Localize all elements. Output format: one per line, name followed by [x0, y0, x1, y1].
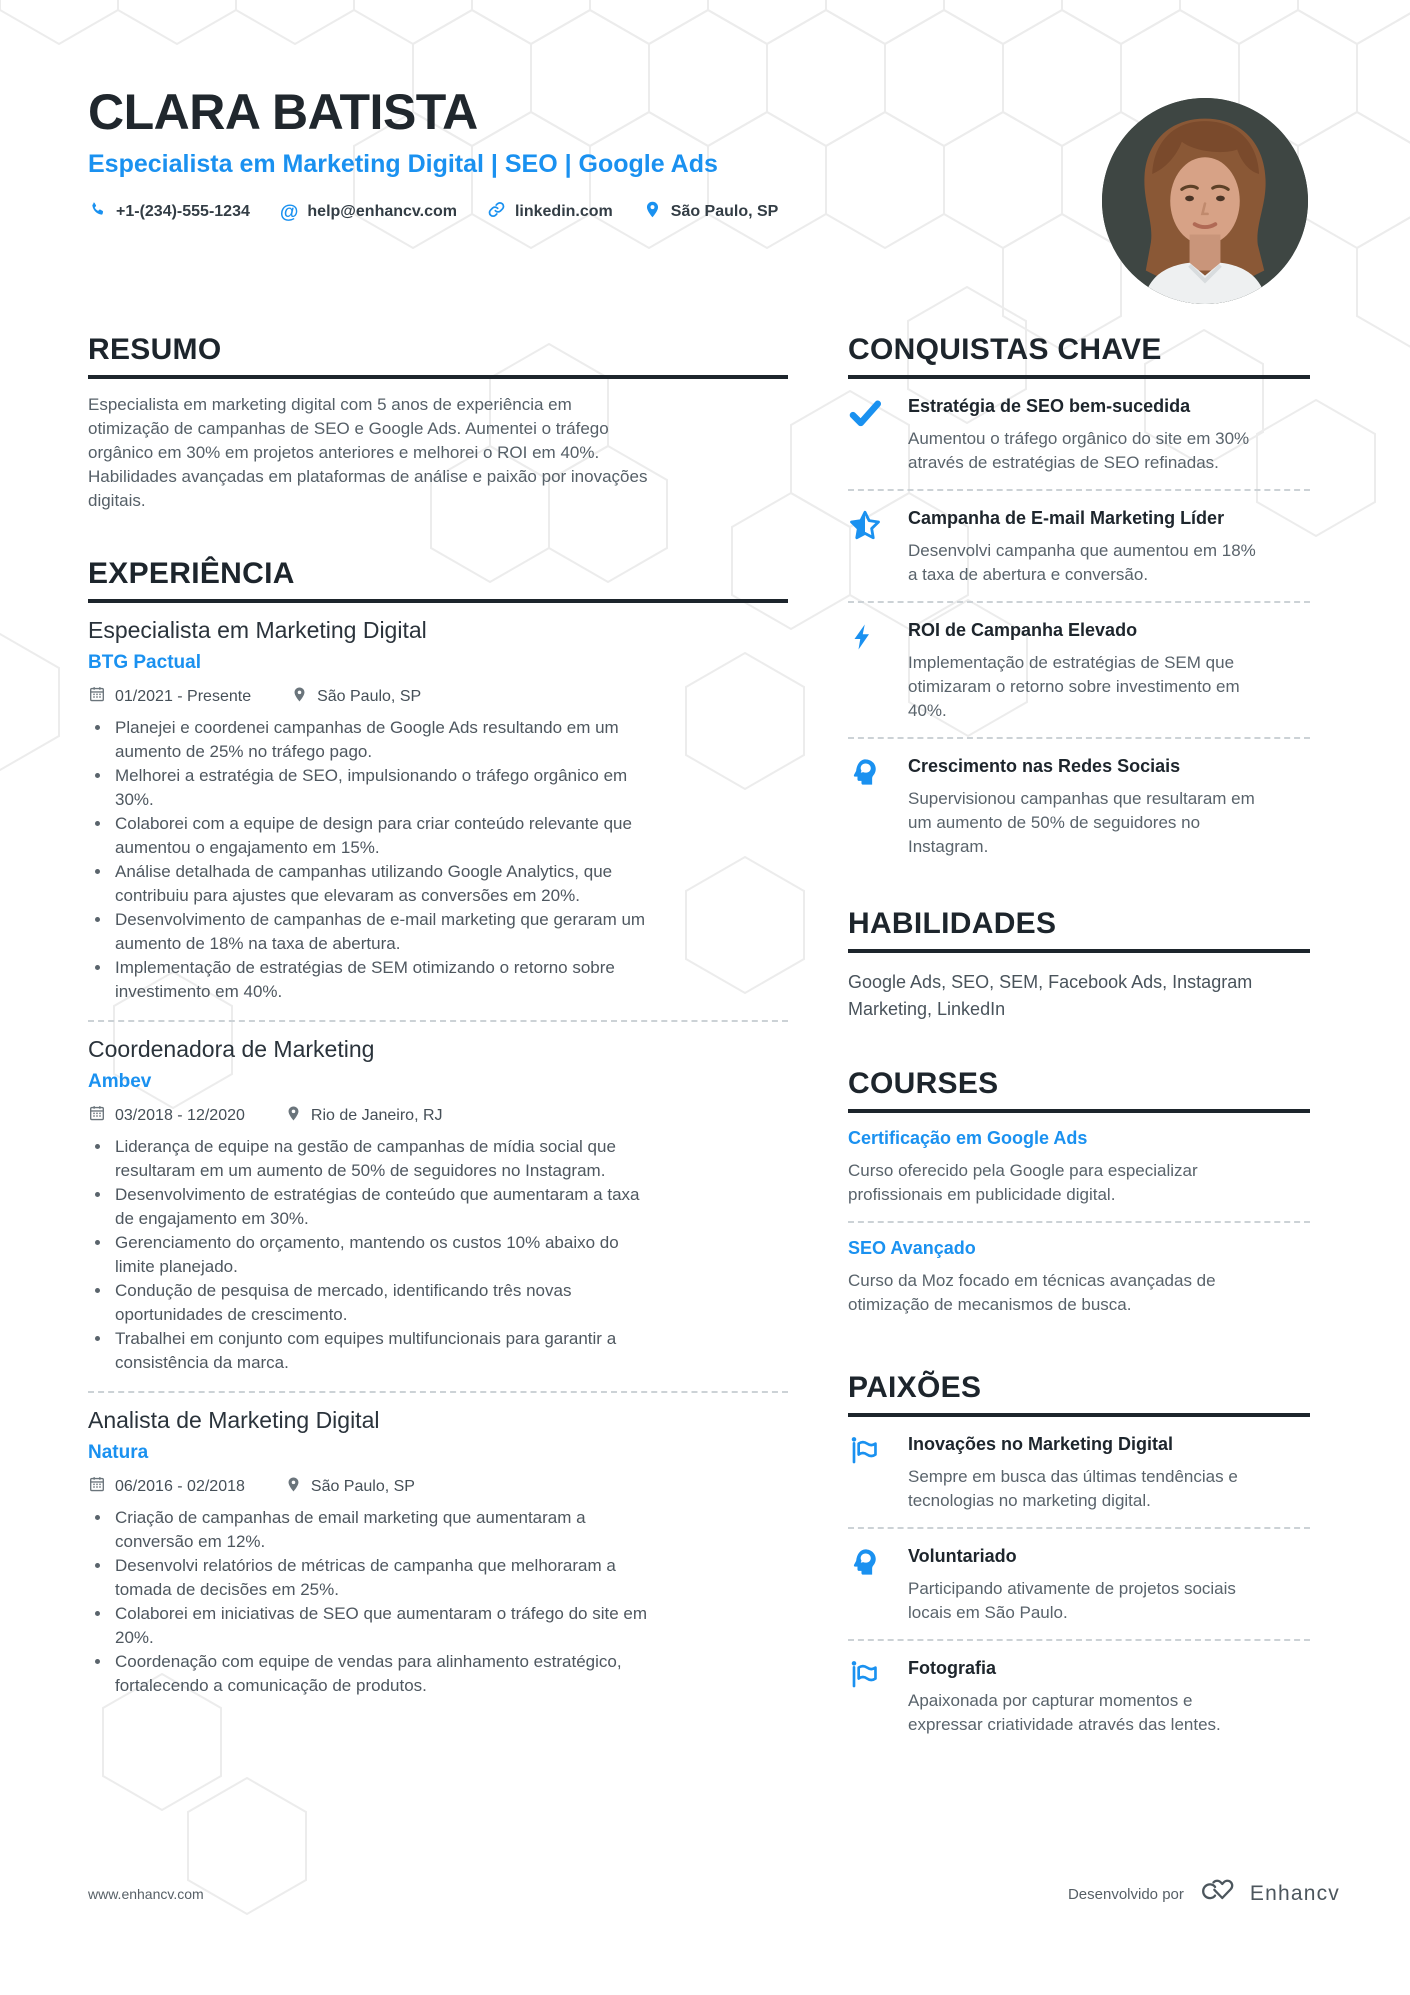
- passion-title: Fotografia: [908, 1658, 996, 1678]
- job-dates-text: 01/2021 - Presente: [115, 687, 252, 705]
- job-location-text: Rio de Janeiro, RJ: [310, 1106, 443, 1124]
- bullet-item: • Liderança de equipe na gestão de campanhas de mídia social que resultaram em um aumento de 50% de seguidores no Instagram.: [112, 1135, 650, 1183]
- location-item: [643, 200, 779, 224]
- linkedin-text: linkedin.com: [514, 203, 613, 220]
- phone-number: +1-(234)-555-1234: [116, 203, 250, 220]
- passion-text: Sempre em busca das últimas tendências e tecnologias no marketing digital.: [908, 1467, 1238, 1510]
- achievement-title: Crescimento nas Redes Sociais: [908, 756, 1181, 776]
- head-icon: [848, 1545, 882, 1625]
- achievement-item: [848, 379, 1310, 489]
- achievement-body: [908, 395, 1310, 475]
- passion-body: [908, 1545, 1310, 1625]
- bullet-item: • Desenvolvimento de campanhas de e-mail marketing que geraram um aumento de 18% na taxa de abertura.: [112, 908, 650, 956]
- achievement-item: [848, 739, 1310, 873]
- footer-site-url: www.enhancv.com: [88, 1886, 204, 1902]
- flag-icon: [848, 1433, 882, 1513]
- bullet-item: • Implementação de estratégias de SEM otimizando o retorno sobre investimento em 40%.: [112, 956, 650, 1004]
- job-entry: [88, 603, 788, 1004]
- job-company: BTG Pactual: [88, 652, 201, 673]
- bullet-item: • Colaborei com a equipe de design para criar conteúdo relevante que aumentou o engajamento em 15%.: [112, 812, 650, 860]
- bolt-icon: [848, 619, 882, 723]
- passion-title: Inovações no Marketing Digital: [908, 1434, 1174, 1454]
- achievement-item: [848, 603, 1310, 737]
- email-address: help@enhancv.com: [307, 203, 457, 220]
- conquistas-heading: CONQUISTAS CHAVE: [848, 333, 1310, 379]
- location-icon: [643, 200, 662, 224]
- job-dates: [88, 1475, 245, 1498]
- job-bullets: [88, 716, 650, 1004]
- bullet-item: • Colaborei em iniciativas de SEO que aumentaram o tráfego do site em 20%.: [112, 1602, 650, 1650]
- job-entry: [88, 1022, 788, 1375]
- job-bullets: [88, 1135, 650, 1375]
- achievement-title: Campanha de E-mail Marketing Líder: [908, 508, 1225, 528]
- passion-item: [848, 1641, 1310, 1751]
- job-location: [291, 686, 421, 708]
- passion-body: [908, 1657, 1310, 1737]
- bullet-item: • Trabalhei em conjunto com equipes multifuncionais para garantir a consistência da marca.: [112, 1327, 650, 1375]
- job-location: [285, 1105, 443, 1127]
- contact-row: [88, 200, 778, 224]
- calendar-icon: [88, 1475, 106, 1498]
- star-icon: [848, 507, 882, 587]
- job-location: [285, 1476, 415, 1498]
- passion-item: [848, 1529, 1310, 1639]
- person-job-title: Especialista em Marketing Digital | SEO | Google Ads: [88, 150, 718, 178]
- bullet-item: • Condução de pesquisa de mercado, identificando três novas oportunidades de crescimento.: [112, 1279, 650, 1327]
- bullet-item: • Gerenciamento do orçamento, mantendo os custos 10% abaixo do limite planejado.: [112, 1231, 650, 1279]
- resumo-heading: RESUMO: [88, 333, 788, 379]
- enhancv-logo: [1195, 1878, 1239, 1910]
- achievement-text: Desenvolvi campanha que aumentou em 18% a taxa de abertura e conversão.: [908, 541, 1256, 584]
- person-name: CLARA BATISTA: [88, 84, 478, 140]
- course-text: Curso oferecido pela Google para especializar profissionais em publicidade digital.: [848, 1161, 1198, 1204]
- head-icon: [848, 755, 882, 859]
- achievement-body: [908, 507, 1310, 587]
- achievement-title: Estratégia de SEO bem-sucedida: [908, 396, 1191, 416]
- section-courses: [848, 1067, 1310, 1327]
- at-icon: @: [279, 201, 299, 223]
- job-meta: [88, 1475, 788, 1498]
- summary-text: Especialista em marketing digital com 5 anos de experiência em otimização de campanhas de SEO e Google Ads. Aumentei o tráfego orgânico em 30% em projetos anteriores e melhorei o ROI em 40%. Habilidades avançadas em plataformas de análise e paixão por inovações digitais.: [88, 395, 648, 510]
- bullet-item: • Planejei e coordenei campanhas de Google Ads resultando em um aumento de 25% no tráfego pago.: [112, 716, 650, 764]
- section-conquistas: [848, 333, 1310, 873]
- phone-link[interactable]: [88, 200, 250, 224]
- check-icon: [848, 395, 882, 475]
- passion-title: Voluntariado: [908, 1546, 1017, 1566]
- job-dates-text: 06/2016 - 02/2018: [115, 1477, 245, 1495]
- footer-credit: [1068, 1878, 1340, 1910]
- job-meta: [88, 685, 788, 708]
- location-icon: [285, 1105, 302, 1127]
- email-link[interactable]: [280, 203, 457, 222]
- skills-list: Google Ads, SEO, SEM, Facebook Ads, Instagram Marketing, LinkedIn: [848, 972, 1253, 1019]
- location-icon: [285, 1476, 302, 1498]
- section-experiencia: [88, 557, 788, 1698]
- job-title: Coordenadora de Marketing: [88, 1036, 375, 1062]
- section-resumo: [88, 333, 788, 513]
- job-dates-text: 03/2018 - 12/2020: [115, 1106, 245, 1124]
- link-icon: [487, 200, 506, 224]
- bullet-item: • Desenvolvi relatórios de métricas de campanha que melhoraram a tomada de decisões em 25%.: [112, 1554, 650, 1602]
- achievement-title: ROI de Campanha Elevado: [908, 620, 1138, 640]
- job-entry: [88, 1393, 788, 1698]
- job-location-text: São Paulo, SP: [310, 1477, 415, 1495]
- side-column: [848, 333, 1310, 1751]
- course-item: [848, 1223, 1310, 1327]
- course-title: SEO Avançado: [848, 1238, 976, 1258]
- footer-brand-name: Enhancv: [1249, 1882, 1340, 1905]
- calendar-icon: [88, 685, 106, 708]
- passion-body: [908, 1433, 1310, 1513]
- job-bullets: [88, 1506, 650, 1698]
- bullet-item: • Coordenação com equipe de vendas para alinhamento estratégico, fortalecendo a comunicação de produtos.: [112, 1650, 650, 1698]
- section-paixoes: [848, 1371, 1310, 1751]
- course-item: [848, 1113, 1310, 1217]
- calendar-icon: [88, 1104, 106, 1127]
- job-location-text: São Paulo, SP: [317, 687, 422, 705]
- main-column: [88, 333, 788, 1698]
- bullet-item: • Melhorei a estratégia de SEO, impulsionando o tráfego orgânico em 30%.: [112, 764, 650, 812]
- courses-heading: COURSES: [848, 1067, 1310, 1113]
- achievement-body: [908, 619, 1310, 723]
- job-company: Natura: [88, 1442, 149, 1463]
- achievement-text: Aumentou o tráfego orgânico do site em 30% através de estratégias de SEO refinadas.: [908, 429, 1250, 472]
- passion-text: Apaixonada por capturar momentos e expressar criatividade através das lentes.: [908, 1691, 1221, 1734]
- job-dates: [88, 685, 251, 708]
- course-text: Curso da Moz focado em técnicas avançadas de otimização de mecanismos de busca.: [848, 1271, 1216, 1314]
- job-dates: [88, 1104, 245, 1127]
- achievement-item: [848, 491, 1310, 601]
- passion-text: Participando ativamente de projetos sociais locais em São Paulo.: [908, 1579, 1236, 1622]
- achievement-body: [908, 755, 1310, 859]
- bullet-item: • Criação de campanhas de email marketing que aumentaram a conversão em 12%.: [112, 1506, 650, 1554]
- job-company: Ambev: [88, 1071, 152, 1092]
- experiencia-heading: EXPERIÊNCIA: [88, 557, 788, 603]
- bullet-item: • Desenvolvimento de estratégias de conteúdo que aumentaram a taxa de engajamento em 30%.: [112, 1183, 650, 1231]
- location-text: São Paulo, SP: [670, 203, 779, 220]
- section-habilidades: [848, 907, 1310, 1023]
- footer-credit-text: Desenvolvido por: [1067, 1885, 1184, 1903]
- flag-icon: [848, 1657, 882, 1737]
- bullet-item: • Análise detalhada de campanhas utilizando Google Analytics, que contribuiu para ajustes que elevaram as conversões em 20%.: [112, 860, 650, 908]
- habilidades-heading: HABILIDADES: [848, 907, 1310, 953]
- profile-photo: [1102, 98, 1308, 304]
- job-title: Especialista em Marketing Digital: [88, 617, 427, 643]
- job-title: Analista de Marketing Digital: [88, 1407, 380, 1433]
- location-icon: [291, 686, 308, 708]
- paixoes-heading: PAIXÕES: [848, 1371, 1310, 1417]
- course-title: Certificação em Google Ads: [848, 1128, 1088, 1148]
- job-meta: [88, 1104, 788, 1127]
- linkedin-link[interactable]: [487, 200, 613, 224]
- passion-item: [848, 1417, 1310, 1527]
- achievement-text: Supervisionou campanhas que resultaram em um aumento de 50% de seguidores no Instagram.: [908, 789, 1255, 856]
- achievement-text: Implementação de estratégias de SEM que otimizaram o retorno sobre investimento em 40%.: [908, 653, 1240, 720]
- phone-icon: [88, 200, 107, 224]
